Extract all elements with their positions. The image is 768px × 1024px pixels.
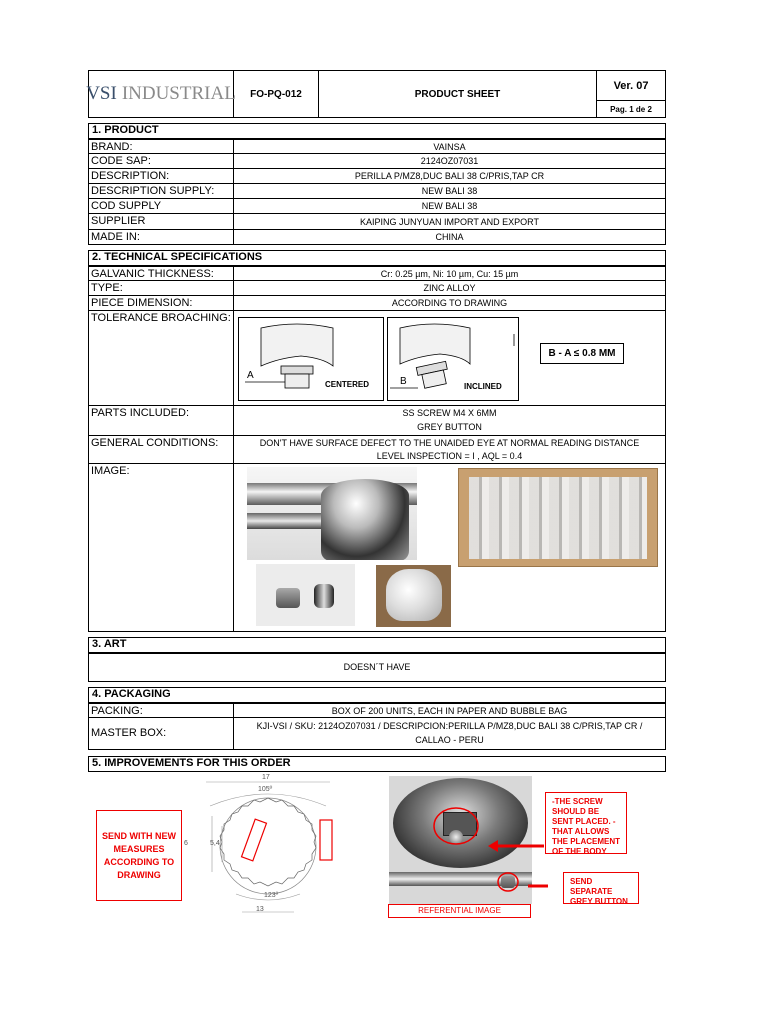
photo-knob-handle (247, 467, 417, 560)
master-line-1: KJI-VSI / SKU: 2124OZ07031 / DESCRIPCION:PERILLA P/MZ8,DUC BALI 38 C/PRIS,TAP CR / (256, 721, 643, 731)
dim-123: 123º (264, 892, 279, 899)
inclined-label: INCLINED (464, 382, 502, 391)
product-row-brand (88, 139, 666, 154)
tech-row-tolerance (88, 311, 666, 406)
centered-drawing (238, 317, 384, 401)
photo-bubble-bag (376, 565, 451, 627)
section-art-title: 3. ART (88, 637, 666, 653)
row-value: BOX OF 200 UNITS, EACH IN PAPER AND BUBBLE BAG (331, 705, 568, 716)
row-label: MASTER BOX: (89, 718, 234, 749)
conditions-line-1: DON'T HAVE SURFACE DEFECT TO THE UNAIDED EYE AT NORMAL READING DISTANCE (259, 438, 640, 448)
row-label: PACKING: (89, 704, 234, 717)
row-label: CODE SAP: (89, 154, 234, 168)
tech-row-image (88, 464, 666, 632)
row-label: BRAND: (89, 140, 234, 153)
logo-vsi: VSI (86, 83, 117, 104)
row-value: VAINSA (433, 141, 466, 152)
product-row-description-supply (88, 184, 666, 199)
inclined-drawing (387, 317, 519, 401)
form-code: FO-PQ-012 (234, 71, 319, 117)
master-line-2: CALLAO - PERU (415, 735, 484, 745)
row-label: DESCRIPTION: (89, 169, 234, 183)
page-number: Pag. 1 de 2 (610, 104, 652, 114)
dim-5-4: 5,4 (210, 840, 220, 847)
dim-105: 105º (258, 786, 273, 793)
row-label: DESCRIPTION SUPPLY: (89, 184, 234, 198)
row-label: GENERAL CONDITIONS: (89, 436, 234, 463)
photo-part-2 (314, 584, 334, 608)
row-label: SUPPLIER (89, 214, 234, 229)
row-value: Cr: 0.25 µm, Ni: 10 µm, Cu: 15 µm (380, 268, 519, 279)
photo-knob-body (321, 479, 409, 560)
product-row-made-in (88, 230, 666, 245)
version-label: Ver. 07 (597, 71, 665, 101)
row-label: GALVANIC THICKNESS: (89, 267, 234, 280)
mark-b: B (400, 376, 407, 387)
logo-industrial: INDUSTRIAL (121, 83, 236, 104)
section-packaging-title: 4. PACKAGING (88, 687, 666, 703)
knob-profile-drawing (182, 776, 344, 916)
product-row-cod-supply (88, 199, 666, 214)
row-value: KAIPING JUNYUAN IMPORT AND EXPORT (359, 216, 540, 227)
packaging-row-master-box (88, 718, 666, 750)
row-label: IMAGE: (89, 464, 234, 631)
conditions-line-2: LEVEL INSPECTION = I , AQL = 0.4 (376, 451, 523, 461)
product-row-description (88, 169, 666, 184)
row-label: PIECE DIMENSION: (89, 296, 234, 310)
tech-row-conditions (88, 436, 666, 464)
packaging-row-packing (88, 703, 666, 718)
document-title: PRODUCT SHEET (319, 71, 597, 117)
row-label: TOLERANCE BROACHING: (89, 311, 234, 405)
row-value: CHINA (435, 232, 464, 242)
technical-drawing (182, 776, 344, 916)
referential-image-label: REFERENTIAL IMAGE (388, 904, 531, 918)
dim-13: 13 (256, 906, 264, 913)
centered-label: CENTERED (325, 380, 370, 389)
product-row-code-sap (88, 154, 666, 169)
tolerance-formula: B - A ≤ 0.8 MM (540, 343, 624, 364)
row-value: NEW BALI 38 (421, 186, 478, 196)
grey-button-note: SEND SEPARATE GREY BUTTON (563, 872, 639, 904)
dim-6: 6 (184, 840, 188, 847)
photo-box-contents (469, 477, 647, 559)
photo-bag (386, 569, 442, 621)
row-label: COD SUPPLY (89, 199, 234, 213)
photo-small-parts (256, 564, 355, 626)
mark-a: A (247, 370, 254, 381)
section-improvements-title: 5. IMPROVEMENTS FOR THIS ORDER (88, 756, 666, 772)
row-value: 2124OZ07031 (420, 156, 479, 166)
parts-line-2: GREY BUTTON (417, 422, 482, 432)
row-value: ZINC ALLOY (423, 283, 476, 293)
dim-17: 17 (262, 774, 270, 781)
photo-box-of-parts (458, 468, 658, 567)
callout-arrows (488, 790, 548, 920)
row-value: PERILLA P/MZ8,DUC BALI 38 C/PRIS,TAP CR (354, 171, 545, 181)
tech-row-dimension (88, 296, 666, 311)
product-row-supplier (88, 214, 666, 230)
parts-line-1: SS SCREW M4 X 6MM (402, 408, 497, 418)
row-label: MADE IN: (89, 230, 234, 244)
section-product-title: 1. PRODUCT (88, 123, 666, 139)
screw-note: -THE SCREW SHOULD BE SENT PLACED. -THAT ALLOWS THE PLACEMENT OF THE BODY (545, 792, 627, 854)
art-row (88, 653, 666, 682)
company-logo (86, 71, 236, 117)
tech-row-type (88, 281, 666, 296)
row-value: NEW BALI 38 (421, 201, 478, 211)
section-technical-title: 2. TECHNICAL SPECIFICATIONS (88, 250, 666, 266)
row-label: PARTS INCLUDED: (89, 406, 234, 435)
send-measures-note: SEND WITH NEW MEASURES ACCORDING TO DRAWING (96, 810, 182, 901)
tech-row-parts (88, 406, 666, 436)
art-value: DOESN´T HAVE (343, 662, 411, 672)
tech-row-galvanic (88, 266, 666, 281)
row-value: ACCORDING TO DRAWING (391, 298, 508, 308)
header-table (88, 70, 666, 118)
photo-part-1 (276, 588, 300, 608)
row-label: TYPE: (89, 281, 234, 295)
